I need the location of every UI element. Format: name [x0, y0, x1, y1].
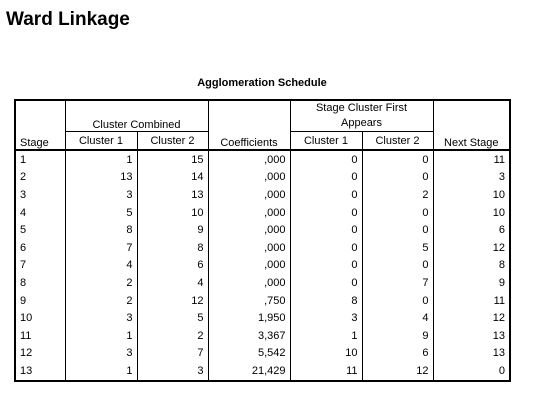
- table-row: [15, 362, 510, 381]
- cell-first-appears-cluster-1: 0: [290, 204, 362, 222]
- cell-stage: 5: [15, 221, 65, 239]
- header-coefficients: Coefficients: [208, 100, 290, 150]
- cell-cluster-1: 3: [65, 186, 137, 204]
- cell-first-appears-cluster-2: 0: [362, 257, 433, 275]
- cell-first-appears-cluster-1: 0: [290, 257, 362, 275]
- cell-coefficient: 3,367: [208, 327, 290, 345]
- table-body: [15, 150, 510, 381]
- cell-cluster-2: 3: [137, 362, 208, 381]
- cell-coefficient: ,000: [208, 169, 290, 187]
- cell-coefficient: ,000: [208, 204, 290, 222]
- table-row: [15, 309, 510, 327]
- cell-cluster-2: 7: [137, 345, 208, 363]
- cell-first-appears-cluster-1: 3: [290, 309, 362, 327]
- cell-first-appears-cluster-1: 0: [290, 186, 362, 204]
- cell-first-appears-cluster-2: 6: [362, 345, 433, 363]
- cell-stage: 6: [15, 239, 65, 257]
- cell-first-appears-cluster-1: 0: [290, 274, 362, 292]
- cell-stage: 2: [15, 169, 65, 187]
- header-cluster-2: Cluster 2: [137, 132, 208, 151]
- cell-first-appears-cluster-1: 8: [290, 292, 362, 310]
- cell-next-stage: 11: [433, 150, 510, 169]
- page-title: Ward Linkage: [6, 9, 130, 30]
- cell-next-stage: 9: [433, 274, 510, 292]
- cell-stage: 8: [15, 274, 65, 292]
- cell-first-appears-cluster-1: 0: [290, 221, 362, 239]
- cell-first-appears-cluster-2: 0: [362, 150, 433, 169]
- header-first-appears-cluster-2: Cluster 2: [362, 132, 433, 151]
- table-row: [15, 345, 510, 363]
- cell-next-stage: 13: [433, 345, 510, 363]
- cell-coefficient: ,750: [208, 292, 290, 310]
- cell-stage: 1: [15, 150, 65, 169]
- table-row: [15, 239, 510, 257]
- cell-cluster-1: 7: [65, 239, 137, 257]
- cell-cluster-1: 13: [65, 169, 137, 187]
- cell-cluster-2: 5: [137, 309, 208, 327]
- cell-cluster-1: 1: [65, 327, 137, 345]
- table-row: [15, 204, 510, 222]
- cell-cluster-1: 2: [65, 274, 137, 292]
- table-row: [15, 169, 510, 187]
- cell-cluster-1: 3: [65, 309, 137, 327]
- header-stage: Stage: [15, 100, 65, 150]
- table-row: [15, 186, 510, 204]
- cell-first-appears-cluster-2: 0: [362, 221, 433, 239]
- cell-coefficient: ,000: [208, 221, 290, 239]
- cell-stage: 11: [15, 327, 65, 345]
- cell-next-stage: 10: [433, 186, 510, 204]
- table-row: [15, 274, 510, 292]
- cell-cluster-1: 8: [65, 221, 137, 239]
- cell-coefficient: ,000: [208, 150, 290, 169]
- cell-cluster-2: 2: [137, 327, 208, 345]
- cell-next-stage: 11: [433, 292, 510, 310]
- cell-first-appears-cluster-1: 0: [290, 150, 362, 169]
- cell-cluster-1: 5: [65, 204, 137, 222]
- cell-stage: 9: [15, 292, 65, 310]
- cell-coefficient: 21,429: [208, 362, 290, 381]
- cell-stage: 12: [15, 345, 65, 363]
- cell-first-appears-cluster-1: 0: [290, 239, 362, 257]
- cell-cluster-2: 10: [137, 204, 208, 222]
- cell-coefficient: ,000: [208, 257, 290, 275]
- cell-cluster-1: 4: [65, 257, 137, 275]
- cell-first-appears-cluster-2: 7: [362, 274, 433, 292]
- cell-first-appears-cluster-2: 9: [362, 327, 433, 345]
- cell-cluster-2: 14: [137, 169, 208, 187]
- cell-stage: 13: [15, 362, 65, 381]
- cell-next-stage: 12: [433, 239, 510, 257]
- cell-next-stage: 12: [433, 309, 510, 327]
- cell-next-stage: 13: [433, 327, 510, 345]
- cell-next-stage: 3: [433, 169, 510, 187]
- cell-cluster-1: 1: [65, 150, 137, 169]
- cell-stage: 4: [15, 204, 65, 222]
- cell-first-appears-cluster-2: 0: [362, 169, 433, 187]
- table-row: [15, 292, 510, 310]
- header-stage-cluster-first-appears: Stage Cluster First Appears: [290, 100, 433, 132]
- cell-cluster-1: 1: [65, 362, 137, 381]
- cell-coefficient: 1,950: [208, 309, 290, 327]
- cell-cluster-2: 12: [137, 292, 208, 310]
- cell-next-stage: 6: [433, 221, 510, 239]
- cell-next-stage: 8: [433, 257, 510, 275]
- table-row: [15, 221, 510, 239]
- cell-coefficient: ,000: [208, 186, 290, 204]
- header-next-stage: Next Stage: [433, 100, 510, 150]
- cell-first-appears-cluster-2: 0: [362, 292, 433, 310]
- cell-stage: 10: [15, 309, 65, 327]
- cell-cluster-2: 9: [137, 221, 208, 239]
- cell-first-appears-cluster-2: 2: [362, 186, 433, 204]
- cell-coefficient: ,000: [208, 274, 290, 292]
- cell-cluster-2: 6: [137, 257, 208, 275]
- table-title: Agglomeration Schedule: [197, 77, 327, 89]
- cell-first-appears-cluster-2: 0: [362, 204, 433, 222]
- cell-coefficient: ,000: [208, 239, 290, 257]
- cell-cluster-2: 8: [137, 239, 208, 257]
- cell-first-appears-cluster-1: 11: [290, 362, 362, 381]
- agglomeration-schedule-table: [14, 99, 511, 382]
- cell-cluster-1: 2: [65, 292, 137, 310]
- cell-stage: 7: [15, 257, 65, 275]
- cell-first-appears-cluster-2: 5: [362, 239, 433, 257]
- cell-cluster-2: 4: [137, 274, 208, 292]
- header-cluster-1: Cluster 1: [65, 132, 137, 151]
- table-row: [15, 257, 510, 275]
- cell-first-appears-cluster-1: 1: [290, 327, 362, 345]
- header-first-appears-cluster-1: Cluster 1: [290, 132, 362, 151]
- cell-cluster-2: 15: [137, 150, 208, 169]
- cell-first-appears-cluster-2: 12: [362, 362, 433, 381]
- table-row: [15, 150, 510, 169]
- cell-first-appears-cluster-1: 10: [290, 345, 362, 363]
- cell-next-stage: 0: [433, 362, 510, 381]
- cell-cluster-2: 13: [137, 186, 208, 204]
- cell-next-stage: 10: [433, 204, 510, 222]
- header-cluster-combined: Cluster Combined: [65, 100, 208, 132]
- cell-cluster-1: 3: [65, 345, 137, 363]
- cell-first-appears-cluster-1: 0: [290, 169, 362, 187]
- table-row: [15, 327, 510, 345]
- cell-stage: 3: [15, 186, 65, 204]
- cell-first-appears-cluster-2: 4: [362, 309, 433, 327]
- cell-coefficient: 5,542: [208, 345, 290, 363]
